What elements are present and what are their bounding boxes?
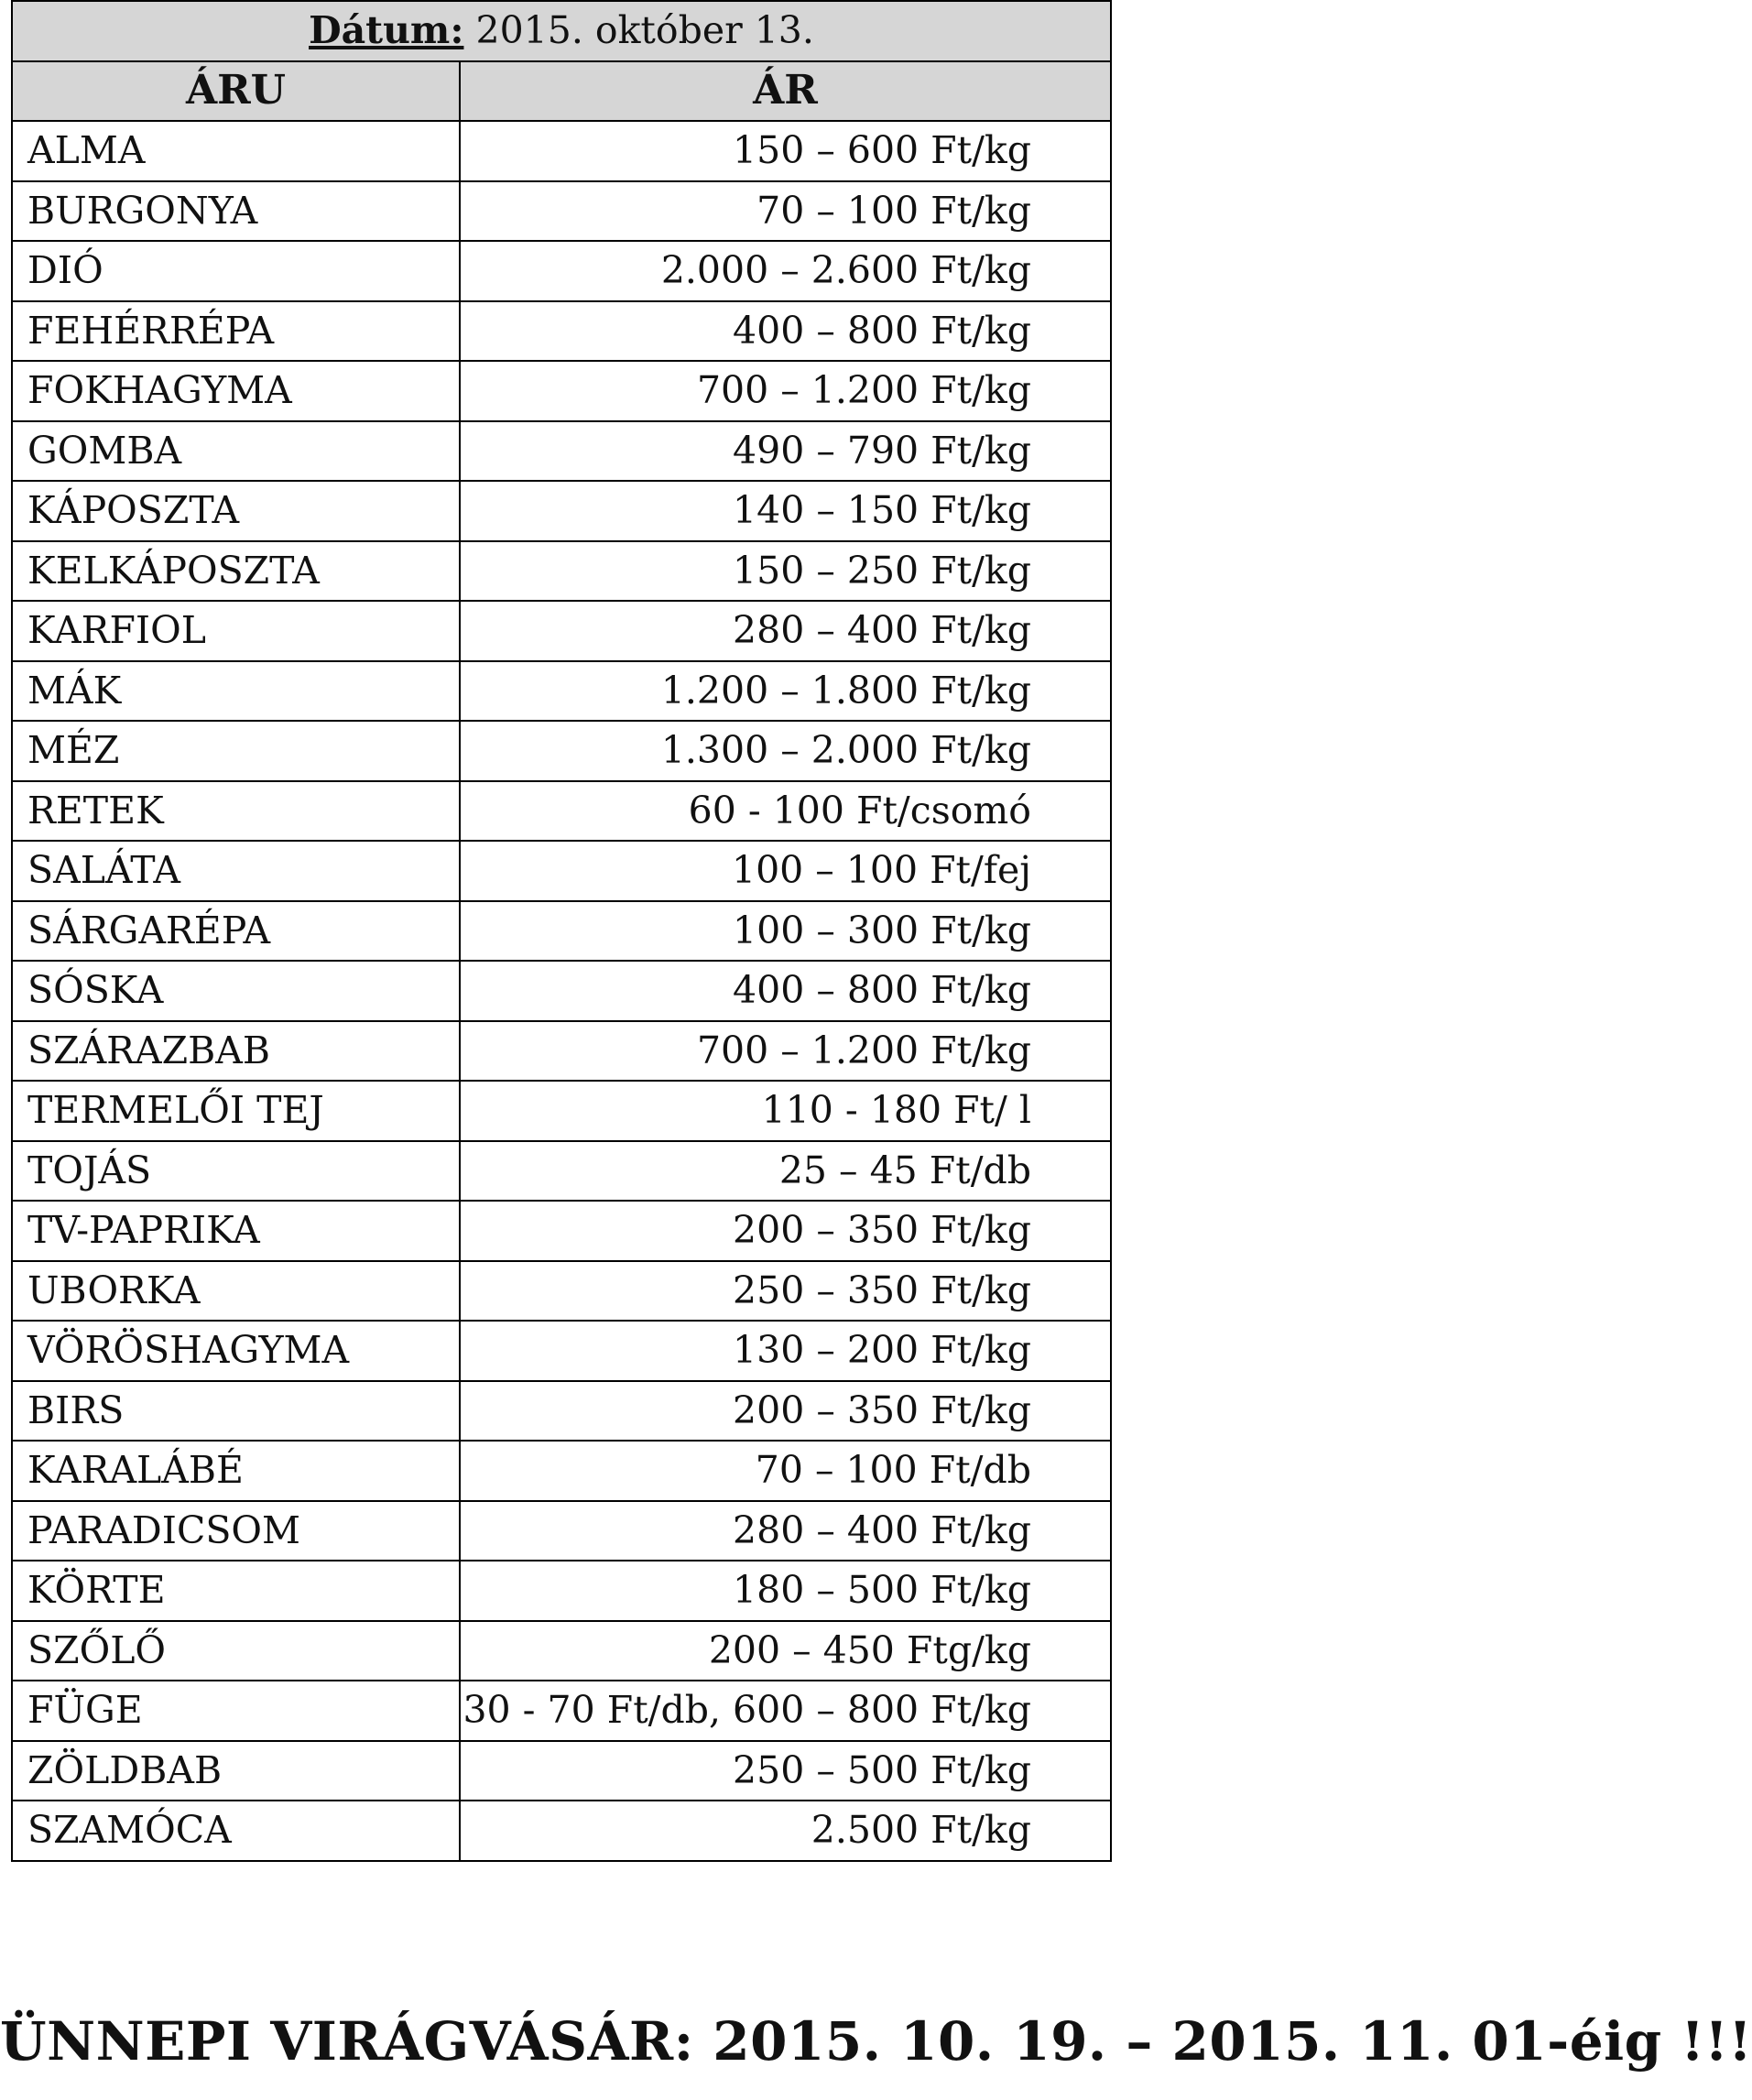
item-price: 200 – 350 Ft/kg [460, 1201, 1111, 1261]
table-row [12, 1021, 1111, 1082]
table-row [12, 721, 1111, 781]
item-name: TV-PAPRIKA [12, 1201, 460, 1261]
item-name: VÖRÖSHAGYMA [12, 1321, 460, 1381]
item-price: 25 – 45 Ft/db [460, 1141, 1111, 1202]
item-name: TOJÁS [12, 1141, 460, 1202]
item-price: 2.500 Ft/kg [460, 1801, 1111, 1861]
item-price: 1.300 – 2.000 Ft/kg [460, 721, 1111, 781]
item-name: ALMA [12, 121, 460, 181]
item-name: KARFIOL [12, 601, 460, 661]
item-price: 250 – 350 Ft/kg [460, 1261, 1111, 1322]
item-name: MÉZ [12, 721, 460, 781]
table-row [12, 1681, 1111, 1741]
table-row [12, 841, 1111, 901]
item-price: 150 – 600 Ft/kg [460, 121, 1111, 181]
item-name: BURGONYA [12, 181, 460, 242]
item-name: KELKÁPOSZTA [12, 541, 460, 602]
item-name: TERMELŐI TEJ [12, 1081, 460, 1141]
table-row [12, 1741, 1111, 1801]
table-row [12, 1801, 1111, 1861]
item-name: SÓSKA [12, 961, 460, 1021]
item-price: 150 – 250 Ft/kg [460, 541, 1111, 602]
item-name: RETEK [12, 781, 460, 842]
item-price: 200 – 450 Ftg/kg [460, 1621, 1111, 1681]
table-row [12, 1321, 1111, 1381]
item-price: 70 – 100 Ft/kg [460, 181, 1111, 242]
item-price: 400 – 800 Ft/kg [460, 301, 1111, 362]
item-name: FEHÉRRÉPA [12, 301, 460, 362]
item-price: 280 – 400 Ft/kg [460, 601, 1111, 661]
item-name: FÜGE [12, 1681, 460, 1741]
item-price: 2.000 – 2.600 Ft/kg [460, 241, 1111, 301]
item-price: 140 – 150 Ft/kg [460, 481, 1111, 541]
item-name: PARADICSOM [12, 1501, 460, 1561]
table-row [12, 421, 1111, 482]
item-name: FOKHAGYMA [12, 361, 460, 421]
table-row [12, 121, 1111, 181]
item-name: GOMBA [12, 421, 460, 482]
table-row [12, 901, 1111, 962]
item-name: BIRS [12, 1381, 460, 1442]
item-price: 490 – 790 Ft/kg [460, 421, 1111, 482]
item-name: KARALÁBÉ [12, 1441, 460, 1501]
column-header-row [12, 61, 1111, 122]
table-row [12, 481, 1111, 541]
item-price: 250 – 500 Ft/kg [460, 1741, 1111, 1801]
item-price: 60 - 100 Ft/csomó [460, 781, 1111, 842]
flower-fair-notice: ÜNNEPI VIRÁGVÁSÁR: 2015. 10. 19. – 2015. 11. 01-éig !!! [0, 2010, 1752, 2073]
table-row [12, 1381, 1111, 1442]
item-price: 30 - 70 Ft/db, 600 – 800 Ft/kg [460, 1681, 1111, 1741]
table-row [12, 1081, 1111, 1141]
item-name: SZAMÓCA [12, 1801, 460, 1861]
column-header-item: ÁRU [12, 61, 460, 122]
date-row [12, 1, 1111, 61]
table-row [12, 1621, 1111, 1681]
table-row [12, 1501, 1111, 1561]
table-row [12, 1561, 1111, 1621]
table-row [12, 781, 1111, 842]
item-name: KÖRTE [12, 1561, 460, 1621]
item-price: 700 – 1.200 Ft/kg [460, 361, 1111, 421]
table-row [12, 1261, 1111, 1322]
item-price: 100 – 300 Ft/kg [460, 901, 1111, 962]
column-header-price: ÁR [460, 61, 1111, 122]
item-name: KÁPOSZTA [12, 481, 460, 541]
table-row [12, 361, 1111, 421]
item-price: 1.200 – 1.800 Ft/kg [460, 661, 1111, 722]
item-price: 700 – 1.200 Ft/kg [460, 1021, 1111, 1082]
item-name: UBORKA [12, 1261, 460, 1322]
item-price: 200 – 350 Ft/kg [460, 1381, 1111, 1442]
date-cell [12, 1, 1111, 61]
item-price: 100 – 100 Ft/fej [460, 841, 1111, 901]
item-name: ZÖLDBAB [12, 1741, 460, 1801]
table-row [12, 241, 1111, 301]
item-name: SÁRGARÉPA [12, 901, 460, 962]
price-rows [12, 121, 1111, 1861]
item-price: 280 – 400 Ft/kg [460, 1501, 1111, 1561]
table-row [12, 1201, 1111, 1261]
item-name: SZÁRAZBAB [12, 1021, 460, 1082]
table-row [12, 181, 1111, 242]
item-price: 110 - 180 Ft/ l [460, 1081, 1111, 1141]
date-label: Dátum: [309, 8, 464, 53]
table-row [12, 961, 1111, 1021]
item-name: SZŐLŐ [12, 1621, 460, 1681]
date-value: 2015. október 13. [463, 8, 814, 53]
price-table [11, 0, 1112, 1862]
item-name: SALÁTA [12, 841, 460, 901]
item-name: DIÓ [12, 241, 460, 301]
item-price: 180 – 500 Ft/kg [460, 1561, 1111, 1621]
item-name: MÁK [12, 661, 460, 722]
item-price: 70 – 100 Ft/db [460, 1441, 1111, 1501]
table-row [12, 1441, 1111, 1501]
table-row [12, 661, 1111, 722]
item-price: 130 – 200 Ft/kg [460, 1321, 1111, 1381]
table-row [12, 601, 1111, 661]
table-row [12, 541, 1111, 602]
table-row [12, 1141, 1111, 1202]
item-price: 400 – 800 Ft/kg [460, 961, 1111, 1021]
table-row [12, 301, 1111, 362]
